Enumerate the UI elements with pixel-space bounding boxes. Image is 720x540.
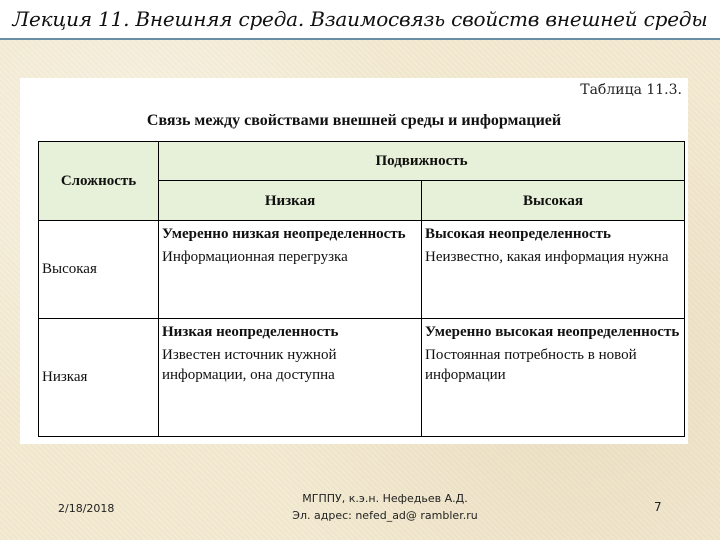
table-row bbox=[39, 318, 685, 436]
cell-title: Умеренно низкая неопределенность bbox=[162, 225, 406, 242]
header-low: Низкая bbox=[159, 181, 422, 220]
table-row bbox=[39, 220, 685, 318]
slide-title: Лекция 11. Внешняя среда. Взаимосвязь свойств внешней среды bbox=[0, 0, 720, 40]
header-complexity: Сложность bbox=[39, 142, 159, 221]
cell-text: Информационная перегрузка bbox=[162, 248, 348, 265]
header-mobility: Подвижность bbox=[159, 142, 685, 181]
cell-title: Высокая неопределенность bbox=[425, 225, 611, 242]
cell-low-complexity-high-mobility bbox=[422, 318, 685, 436]
row-label-low: Низкая bbox=[39, 318, 159, 436]
footer-author bbox=[250, 490, 520, 524]
cell-text: Постоянная потребность в новой информации bbox=[425, 346, 637, 383]
header-high: Высокая bbox=[422, 181, 685, 220]
table-number: Таблица 11.3. bbox=[580, 82, 682, 98]
footer-email: Эл. адрес: nefed_ad@ rambler.ru bbox=[292, 509, 478, 522]
cell-text: Известен источник нужной информации, она доступна bbox=[162, 346, 337, 383]
row-label-high: Высокая bbox=[39, 220, 159, 318]
page-number: 7 bbox=[654, 500, 662, 514]
table-image bbox=[20, 78, 688, 444]
cell-title: Низкая неопределенность bbox=[162, 323, 339, 340]
cell-high-complexity-low-mobility bbox=[159, 220, 422, 318]
cell-title: Умеренно высокая неопределенность bbox=[425, 323, 680, 340]
footer-org: МГППУ, к.э.н. Нефедьев А.Д. bbox=[302, 492, 468, 505]
info-table bbox=[38, 141, 685, 437]
footer-date: 2/18/2018 bbox=[58, 502, 115, 515]
cell-low-complexity-low-mobility bbox=[159, 318, 422, 436]
cell-high-complexity-high-mobility bbox=[422, 220, 685, 318]
table-caption: Связь между свойствами внешней среды и информацией bbox=[146, 112, 562, 129]
cell-text: Неизвестно, какая информация нужна bbox=[425, 248, 669, 265]
